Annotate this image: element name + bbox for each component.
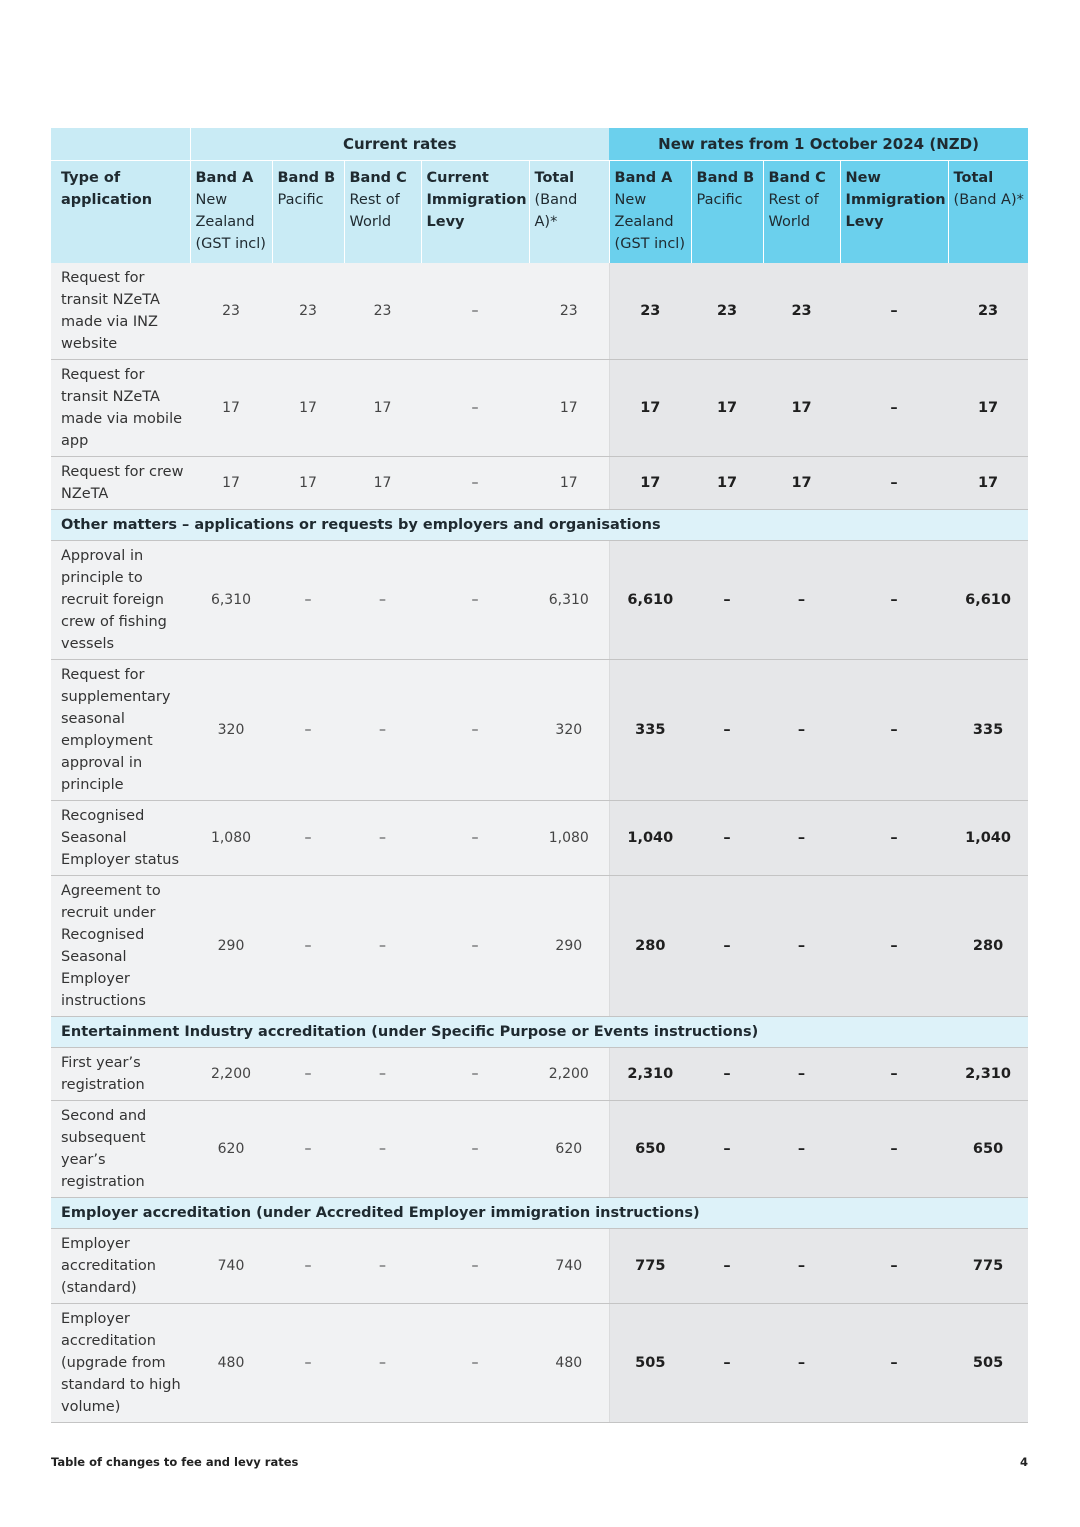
new-rate-cell: 335 [948, 660, 1028, 801]
column-header-subtitle: (GST incl) [195, 236, 266, 252]
new-rate-cell: – [840, 801, 948, 876]
new-rate-cell: – [840, 541, 948, 660]
current-rate-cell: – [421, 1229, 529, 1304]
new-rate-cell: 17 [691, 360, 763, 457]
new-rate-cell: – [763, 1304, 840, 1423]
current-rate-cell: – [344, 876, 421, 1017]
application-type-cell: First year’s registration [51, 1048, 190, 1101]
column-header-row [51, 161, 1028, 264]
column-header-subtitle: Pacific [277, 192, 324, 208]
new-rate-cell: 23 [948, 263, 1028, 360]
table-row [51, 660, 1028, 801]
application-type-cell: Request for supplementary seasonal employment approval in principle [51, 660, 190, 801]
column-header-title: Band A [195, 170, 254, 186]
current-rate-cell: – [344, 1048, 421, 1101]
page-number: 4 [1019, 1455, 1028, 1469]
table-row [51, 541, 1028, 660]
new-rate-cell: 650 [948, 1101, 1028, 1198]
new-rate-cell: – [763, 1048, 840, 1101]
column-header [421, 161, 529, 264]
application-type-cell: Request for crew NZeTA [51, 457, 190, 510]
application-type-cell: Second and subsequent year’s registration [51, 1101, 190, 1198]
column-header-subtitle: World [768, 214, 811, 230]
current-rate-cell: 620 [190, 1101, 272, 1198]
new-rate-cell: – [691, 801, 763, 876]
new-rate-cell: – [691, 660, 763, 801]
new-rate-cell: – [840, 360, 948, 457]
current-rate-cell: 17 [529, 457, 609, 510]
column-header [344, 161, 421, 264]
current-rate-cell: 17 [272, 457, 344, 510]
current-rate-cell: 6,310 [190, 541, 272, 660]
current-rate-cell: – [421, 801, 529, 876]
group-header-current: Current rates [190, 128, 609, 161]
new-rate-cell: – [763, 1229, 840, 1304]
section-header-row [51, 510, 1028, 541]
column-header-subtitle: Rest of [768, 192, 819, 208]
column-header [529, 161, 609, 264]
current-rate-cell: – [344, 1304, 421, 1423]
new-rate-cell: – [840, 1229, 948, 1304]
group-header-new: New rates from 1 October 2024 (NZD) [609, 128, 1028, 161]
column-header [51, 161, 190, 264]
new-rate-cell: – [840, 1101, 948, 1198]
column-header-title: Band A [614, 170, 673, 186]
new-rate-cell: – [691, 1229, 763, 1304]
application-type-cell: Request for transit NZeTA made via INZ website [51, 263, 190, 360]
column-header-title: Band C [768, 170, 826, 186]
table-row [51, 457, 1028, 510]
application-type-cell: Approval in principle to recruit foreign crew of fishing vessels [51, 541, 190, 660]
new-rate-cell: 17 [691, 457, 763, 510]
table-row [51, 263, 1028, 360]
column-header-subtitle: Zealand [614, 214, 674, 230]
current-rate-cell: 290 [529, 876, 609, 1017]
column-header-title: Total [953, 170, 994, 186]
new-rate-cell: – [840, 660, 948, 801]
table-row [51, 1229, 1028, 1304]
current-rate-cell: – [272, 801, 344, 876]
section-title: Employer accreditation (under Accredited Employer immigration instructions) [51, 1198, 1028, 1229]
new-rate-cell: 280 [948, 876, 1028, 1017]
new-rate-cell: 17 [609, 360, 691, 457]
new-rate-cell: – [763, 1101, 840, 1198]
current-rate-cell: – [421, 263, 529, 360]
current-rate-cell: 1,080 [529, 801, 609, 876]
current-rate-cell: – [344, 801, 421, 876]
table-row [51, 1304, 1028, 1423]
section-header-row [51, 1017, 1028, 1048]
new-rate-cell: 650 [609, 1101, 691, 1198]
column-header-subtitle: (Band A)* [534, 192, 578, 230]
column-header [190, 161, 272, 264]
current-rate-cell: 17 [529, 360, 609, 457]
new-rate-cell: 6,610 [948, 541, 1028, 660]
current-rate-cell: 17 [344, 457, 421, 510]
application-type-cell: Agreement to recruit under Recognised Seasonal Employer instructions [51, 876, 190, 1017]
table-row [51, 1048, 1028, 1101]
new-rate-cell: 23 [609, 263, 691, 360]
new-rate-cell: 505 [609, 1304, 691, 1423]
new-rate-cell: – [691, 1304, 763, 1423]
current-rate-cell: 740 [190, 1229, 272, 1304]
current-rate-cell: – [344, 1229, 421, 1304]
current-rate-cell: 17 [344, 360, 421, 457]
application-type-cell: Employer accreditation (upgrade from standard to high volume) [51, 1304, 190, 1423]
current-rate-cell: – [272, 1048, 344, 1101]
current-rate-cell: – [272, 1229, 344, 1304]
table-row [51, 801, 1028, 876]
column-header-subtitle: New [195, 192, 228, 208]
current-rate-cell: 17 [272, 360, 344, 457]
current-rate-cell: – [344, 1101, 421, 1198]
column-header-title: New Immigration Levy [845, 170, 946, 230]
column-header-title: Band C [349, 170, 407, 186]
current-rate-cell: 23 [529, 263, 609, 360]
current-rate-cell: – [421, 1101, 529, 1198]
application-type-cell: Recognised Seasonal Employer status [51, 801, 190, 876]
column-header-title: Band B [696, 170, 755, 186]
new-rate-cell: – [840, 876, 948, 1017]
current-rate-cell: 740 [529, 1229, 609, 1304]
new-rate-cell: 17 [763, 360, 840, 457]
current-rate-cell: 23 [344, 263, 421, 360]
column-header [609, 161, 691, 264]
column-header-subtitle: Pacific [696, 192, 743, 208]
column-header-subtitle: (Band A)* [953, 192, 1024, 208]
section-header-row [51, 1198, 1028, 1229]
current-rate-cell: – [421, 457, 529, 510]
current-rate-cell: 2,200 [529, 1048, 609, 1101]
column-header-subtitle: World [349, 214, 392, 230]
current-rate-cell: – [421, 360, 529, 457]
new-rate-cell: – [840, 1304, 948, 1423]
current-rate-cell: 290 [190, 876, 272, 1017]
column-header-subtitle: Zealand [195, 214, 255, 230]
new-rate-cell: 2,310 [948, 1048, 1028, 1101]
current-rate-cell: – [272, 1101, 344, 1198]
column-header [763, 161, 840, 264]
new-rate-cell: 17 [609, 457, 691, 510]
table-body [51, 263, 1028, 1423]
current-rate-cell: 2,200 [190, 1048, 272, 1101]
new-rate-cell: 17 [948, 457, 1028, 510]
section-title: Other matters – applications or requests by employers and organisations [51, 510, 1028, 541]
table-row [51, 1101, 1028, 1198]
current-rate-cell: 320 [529, 660, 609, 801]
current-rate-cell: – [421, 1048, 529, 1101]
column-header [948, 161, 1028, 264]
new-rate-cell: – [691, 1101, 763, 1198]
table-row [51, 876, 1028, 1017]
new-rate-cell: – [763, 541, 840, 660]
new-rate-cell: 17 [948, 360, 1028, 457]
current-rate-cell: 23 [272, 263, 344, 360]
current-rate-cell: 620 [529, 1101, 609, 1198]
current-rate-cell: 480 [190, 1304, 272, 1423]
new-rate-cell: 775 [609, 1229, 691, 1304]
current-rate-cell: – [344, 541, 421, 660]
new-rate-cell: 23 [691, 263, 763, 360]
current-rate-cell: – [421, 1304, 529, 1423]
new-rate-cell: 1,040 [948, 801, 1028, 876]
group-header-blank [51, 128, 190, 161]
new-rate-cell: – [763, 801, 840, 876]
current-rate-cell: 17 [190, 360, 272, 457]
column-header-subtitle: (GST incl) [614, 236, 685, 252]
new-rate-cell: 1,040 [609, 801, 691, 876]
current-rate-cell: – [272, 660, 344, 801]
new-rate-cell: 6,610 [609, 541, 691, 660]
current-rate-cell: – [421, 541, 529, 660]
column-header [272, 161, 344, 264]
current-rate-cell: 17 [190, 457, 272, 510]
new-rate-cell: 775 [948, 1229, 1028, 1304]
new-rate-cell: 17 [763, 457, 840, 510]
column-header-title: Total [534, 170, 575, 186]
footer-document-title: Table of changes to fee and levy rates [51, 1455, 299, 1469]
new-rate-cell: 2,310 [609, 1048, 691, 1101]
column-header-subtitle: New [614, 192, 647, 208]
new-rate-cell: – [763, 660, 840, 801]
new-rate-cell: 505 [948, 1304, 1028, 1423]
column-header-title: Type of application [61, 170, 153, 208]
new-rate-cell: – [763, 876, 840, 1017]
column-header [840, 161, 948, 264]
fee-rates-table [51, 128, 1028, 1423]
current-rate-cell: – [272, 541, 344, 660]
current-rate-cell: 23 [190, 263, 272, 360]
column-header-subtitle: Rest of [349, 192, 400, 208]
column-group-header-row [51, 128, 1028, 161]
current-rate-cell: 480 [529, 1304, 609, 1423]
current-rate-cell: 1,080 [190, 801, 272, 876]
application-type-cell: Request for transit NZeTA made via mobile app [51, 360, 190, 457]
new-rate-cell: 335 [609, 660, 691, 801]
column-header-title: Current Immigration Levy [426, 170, 527, 230]
new-rate-cell: 280 [609, 876, 691, 1017]
current-rate-cell: 320 [190, 660, 272, 801]
current-rate-cell: – [272, 876, 344, 1017]
column-header [691, 161, 763, 264]
column-header-title: Band B [277, 170, 336, 186]
new-rate-cell: – [691, 876, 763, 1017]
application-type-cell: Employer accreditation (standard) [51, 1229, 190, 1304]
new-rate-cell: 23 [763, 263, 840, 360]
current-rate-cell: 6,310 [529, 541, 609, 660]
current-rate-cell: – [421, 660, 529, 801]
new-rate-cell: – [691, 541, 763, 660]
table-row [51, 360, 1028, 457]
new-rate-cell: – [840, 457, 948, 510]
new-rate-cell: – [691, 1048, 763, 1101]
new-rate-cell: – [840, 263, 948, 360]
current-rate-cell: – [421, 876, 529, 1017]
current-rate-cell: – [272, 1304, 344, 1423]
current-rate-cell: – [344, 660, 421, 801]
new-rate-cell: – [840, 1048, 948, 1101]
section-title: Entertainment Industry accreditation (under Specific Purpose or Events instructions) [51, 1017, 1028, 1048]
